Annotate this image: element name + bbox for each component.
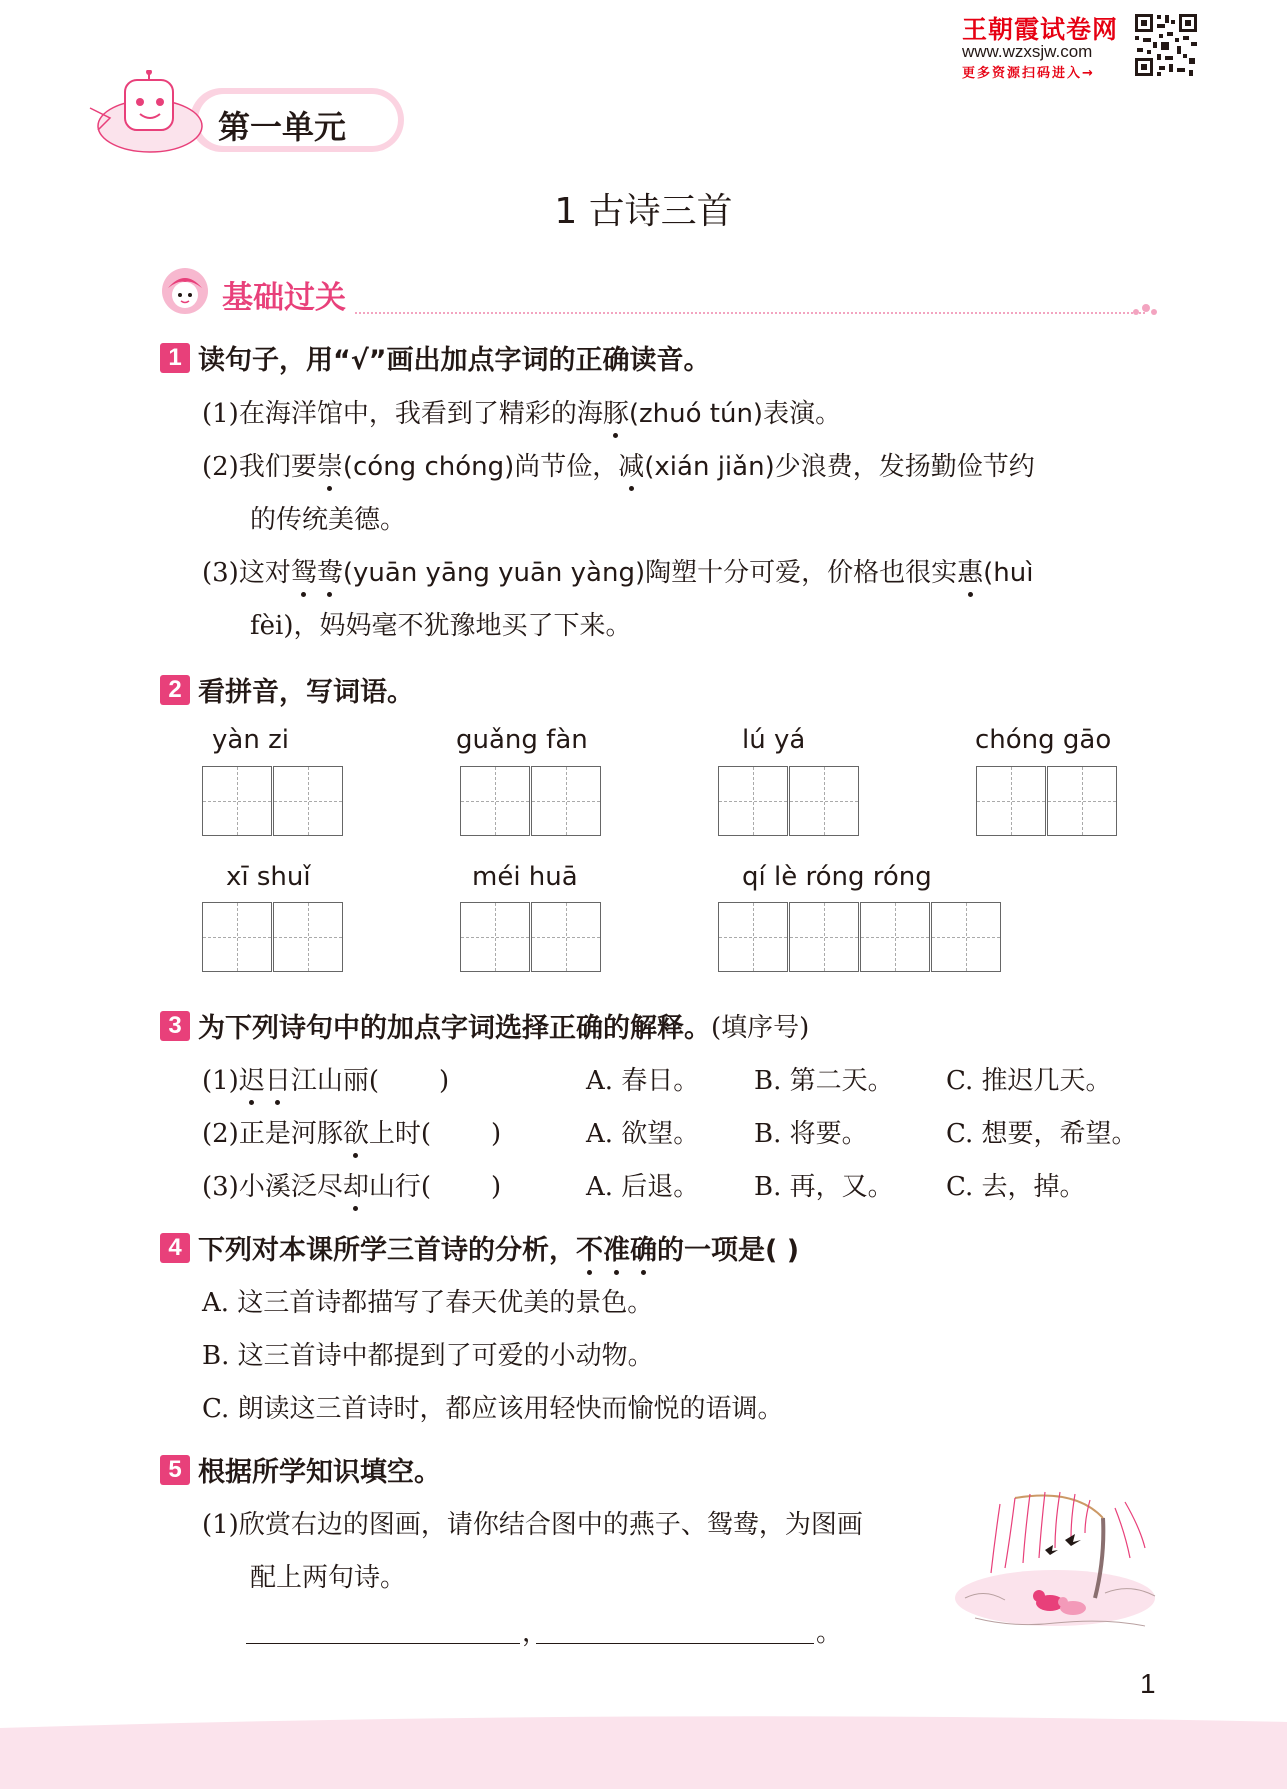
question-2-heading xyxy=(160,670,414,709)
q3-option-c: C. 想要，希望。 xyxy=(946,1119,1138,1149)
question-prompt: 读句子，用“√”画出加点字词的正确读音。 xyxy=(198,345,711,376)
writing-grid[interactable] xyxy=(976,766,1118,836)
q3-option-a: A. 欲望。 xyxy=(586,1119,700,1149)
dotted-char: 鸳 xyxy=(291,552,317,589)
pinyin-label: qí lè róng róng xyxy=(742,862,932,892)
writing-grid[interactable] xyxy=(460,766,602,836)
q3-option-c: C. 推迟几天。 xyxy=(946,1066,1112,1096)
pinyin-label: xī shuǐ xyxy=(226,862,311,892)
question-prompt: 为下列诗句中的加点字词选择正确的解释。 xyxy=(198,1013,711,1044)
pinyin-label: guǎng fàn xyxy=(456,725,588,755)
q4-option-a: A. 这三首诗都描写了春天优美的景色。 xyxy=(202,1288,654,1318)
site-url[interactable]: www.wzxsjw.com xyxy=(962,42,1093,61)
question-number: 3 xyxy=(160,1011,190,1041)
section-divider xyxy=(355,312,1145,314)
qr-code-icon[interactable] xyxy=(1133,12,1199,78)
q4-option-c: C. 朗读这三首诗时，都应该用轻快而愉悦的语调。 xyxy=(202,1394,784,1424)
poem-answer-line-2[interactable] xyxy=(536,1643,814,1644)
bottom-decorative-band xyxy=(0,1712,1287,1789)
dotted-char: 减 xyxy=(618,446,644,483)
q5-line-2: 配上两句诗。 xyxy=(250,1563,407,1593)
q3-option-b: B. 再，又。 xyxy=(754,1172,894,1202)
pinyin-label: lú yá xyxy=(742,725,806,755)
page-number: 1 xyxy=(1140,1668,1156,1699)
dotted-char: 豚 xyxy=(603,393,629,430)
writing-grid[interactable] xyxy=(202,902,344,972)
girl-mascot-icon xyxy=(160,266,210,316)
q3-option-a: A. 春日。 xyxy=(586,1066,700,1096)
question-number: 1 xyxy=(160,343,190,373)
pinyin-label: méi huā xyxy=(472,862,578,892)
q1-line-4: (3)这对鸳鸯(yuān yāng yuān yàng)陶塑十分可爱，价格也很实惠(huì xyxy=(202,552,1033,589)
question-1-heading xyxy=(160,338,711,377)
poem-answer-line-1[interactable] xyxy=(246,1643,520,1644)
site-logo-title: 王朝霞试卷网 xyxy=(962,15,1119,44)
period: 。 xyxy=(816,1618,843,1648)
q3-option-b: B. 将要。 xyxy=(754,1119,868,1149)
decorative-dots-icon xyxy=(1130,300,1160,320)
dotted-char: 崇 xyxy=(317,446,343,483)
pinyin-label: yàn zi xyxy=(212,725,289,755)
robot-mascot-icon xyxy=(90,70,202,152)
dotted-char: 鸯 xyxy=(317,552,343,589)
question-5-heading xyxy=(160,1450,441,1489)
writing-grid[interactable] xyxy=(460,902,602,972)
q3-option-a: A. 后退。 xyxy=(586,1172,700,1202)
q3-item-1: (1)迟日江山丽( ) xyxy=(202,1060,449,1097)
q3-item-2: (2)正是河豚欲上时( ) xyxy=(202,1113,501,1150)
q5-line-1: (1)欣赏右边的图画，请你结合图中的燕子、鸳鸯，为图画 xyxy=(202,1510,863,1540)
pinyin-label: chóng gāo xyxy=(975,725,1112,755)
q3-item-3: (3)小溪泛尽却山行( ) xyxy=(202,1166,501,1203)
dotted-char: 惠 xyxy=(957,552,983,589)
question-note: (填序号) xyxy=(711,1013,810,1043)
writing-grid[interactable] xyxy=(718,766,860,836)
question-prompt: 根据所学知识填空。 xyxy=(198,1457,441,1488)
site-slogan: 更多资源扫码进入→ xyxy=(962,66,1095,81)
q3-option-c: C. 去，掉。 xyxy=(946,1172,1086,1202)
question-3-heading xyxy=(160,1006,809,1045)
question-number: 5 xyxy=(160,1455,190,1485)
q1-line-1: (1)在海洋馆中，我看到了精彩的海豚(zhuó tún)表演。 xyxy=(202,393,841,430)
section-title: 基础过关 xyxy=(222,280,346,316)
q1-line-2: (2)我们要崇(cóng chóng)尚节俭，减(xián jiǎn)少浪费，发扬勤俭节约 xyxy=(202,446,1035,483)
question-prompt: 看拼音，写词语。 xyxy=(198,677,414,708)
comma: ， xyxy=(522,1618,549,1648)
q3-option-b: B. 第二天。 xyxy=(754,1066,894,1096)
dotted-phrase: 不准确 xyxy=(576,1235,657,1266)
writing-grid[interactable] xyxy=(202,766,344,836)
question-4-heading: 4 下列对本课所学三首诗的分析，不准确的一项是( ) xyxy=(160,1228,799,1267)
question-number: 2 xyxy=(160,675,190,705)
unit-title: 第一单元 xyxy=(218,108,347,146)
question-number: 4 xyxy=(160,1233,190,1263)
willow-ducks-illustration xyxy=(955,1478,1160,1643)
q1-line-5: fèi)，妈妈毫不犹豫地买了下来。 xyxy=(250,611,632,641)
q1-line-3: 的传统美德。 xyxy=(250,505,407,535)
q4-option-b: B. 这三首诗中都提到了可爱的小动物。 xyxy=(202,1341,654,1371)
lesson-title: 1 古诗三首 xyxy=(554,191,733,232)
writing-grid[interactable] xyxy=(718,902,1002,972)
